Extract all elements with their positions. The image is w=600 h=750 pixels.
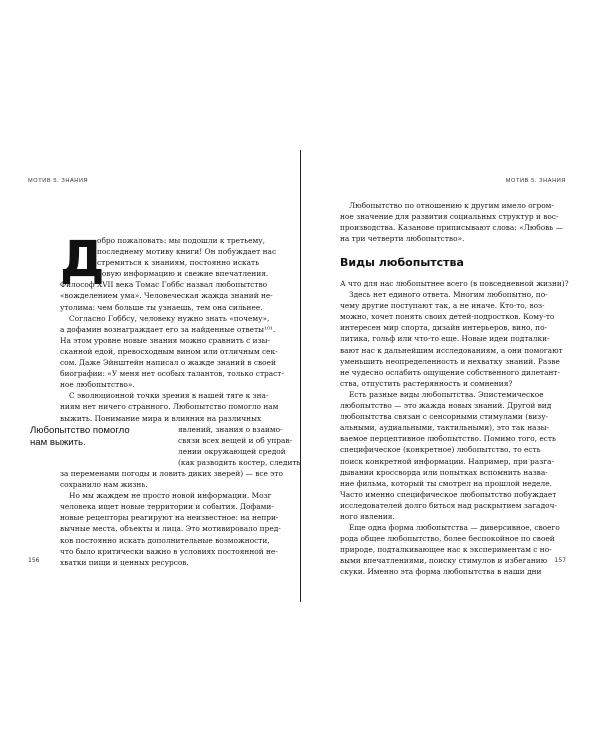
right-page-number: 157 bbox=[554, 557, 566, 564]
text-line: новые рецепторы реагируют на неизвестное: на непри- bbox=[60, 513, 279, 523]
text-line: На этом уровне новые знания можно сравнить с изы- bbox=[60, 335, 270, 345]
right-intro-text bbox=[340, 200, 570, 244]
text-line: выжить. Понимание мира и влияния на различных bbox=[60, 413, 262, 423]
text-line: альными, аудиальными, тактильными), это так назы- bbox=[340, 423, 549, 433]
text-line: обро пожаловать: мы подошли к третьему, bbox=[97, 236, 265, 245]
text-line: за переменами погоды и ловить диких зверей) — все это bbox=[60, 468, 283, 478]
text-line: человека ищет новые территории и события. Дофами- bbox=[60, 502, 274, 512]
text-line: Любопытство по отношению к другим имело огром- bbox=[349, 201, 554, 210]
pull-quote: Любопытство помогло нам выжить. bbox=[30, 425, 130, 448]
text-line: ков постоянно искать дополнительные возможности, bbox=[60, 535, 270, 545]
text-line: явлений, знания о взаимо- bbox=[178, 424, 283, 434]
text-line: ное значение для развития социальных структур и вос- bbox=[340, 212, 559, 222]
text-line: а дофамин вознаграждает его за найденные ответы¹⁰¹. bbox=[60, 324, 276, 334]
text-line: природе, подталкивающее нас к экспериментам с но- bbox=[340, 545, 552, 555]
text-line: ниям нет ничего странного. Любопытство помогло нам bbox=[60, 402, 279, 412]
text-line: лении окружающей средой bbox=[178, 446, 286, 456]
text-line: Часто именно специфическое любопытство побуждает bbox=[340, 489, 557, 499]
text-line: на три четверти любопытство». bbox=[340, 234, 465, 244]
text-line: связи всех вещей и об управ- bbox=[178, 435, 293, 445]
text-line: (как разводить костер, следить bbox=[178, 457, 301, 467]
text-line: ства, отпустить растерянность и сомнения? bbox=[340, 378, 513, 388]
left-running-head: МОТИВ 5. ЗНАНИЯ bbox=[28, 178, 89, 184]
text-line: поиск конкретной информации. Например, при разга- bbox=[340, 456, 555, 466]
text-line: исследователей долго биться над раскрытием загадоч- bbox=[340, 500, 557, 510]
text-line: сом. Даже Эйнштейн написал о жажде знаний в своей bbox=[60, 358, 276, 368]
text-line: уменьшить неопределенность и нехватку знаний. Разве bbox=[340, 356, 560, 366]
drop-cap: Д bbox=[60, 230, 105, 288]
text-line: скуки. Именно эта форма любопытства в наши дни bbox=[340, 567, 542, 577]
text-line: сканной едой, превосходным вином или отличным сек- bbox=[60, 346, 278, 356]
text-line: дывании кроссворда или попытках вспомнить назва- bbox=[340, 467, 548, 477]
text-line: можно, хочет понять своих детей-подростков. Кому-то bbox=[340, 312, 555, 322]
text-line: утолима: чем больше ты узнаешь, тем она сильнее. bbox=[60, 302, 263, 312]
text-line: сохранило нам жизнь. bbox=[60, 480, 148, 490]
right-running-head: МОТИВ 5. ЗНАНИЯ bbox=[505, 178, 566, 184]
text-line: любопытство — это жажда новых знаний. Другой вид bbox=[340, 401, 552, 411]
text-line: ного явления. bbox=[340, 511, 395, 521]
text-line: Но мы жаждем не просто новой информации. Мозг bbox=[69, 491, 272, 501]
text-line: производства. Казанове приписывают слова: «Любовь — bbox=[340, 223, 564, 233]
text-line: биографии: «У меня нет особых талантов, только страст- bbox=[60, 369, 284, 379]
text-line: С эволюционной точки зрения в нашей тяге к зна- bbox=[69, 391, 269, 401]
text-line: специфическое (конкретное) любопытство, то есть bbox=[340, 445, 541, 455]
left-body-text bbox=[60, 230, 301, 568]
text-line: Согласно Гоббсу, человеку нужно знать «почему», bbox=[69, 313, 270, 323]
text-line: что было критически важно в условиях постоянной не- bbox=[60, 546, 278, 556]
text-line: рода общее любопытство, более беспокойное по своей bbox=[340, 534, 555, 544]
text-line: стремиться к знаниям, постоянно искать bbox=[97, 258, 260, 268]
text-line: хватки пищи и ценных ресурсов. bbox=[60, 557, 189, 567]
text-line: не чудесно ослабить ощущение собственного дилетант- bbox=[340, 367, 561, 377]
section-heading: Виды любопытства bbox=[340, 256, 464, 269]
text-line: литика, гольф или что-то еще. Новые идеи подталки- bbox=[340, 334, 550, 344]
text-line: последнему мотиву книги! Он побуждает нас bbox=[97, 247, 277, 257]
left-page-number: 156 bbox=[28, 557, 40, 564]
text-line: ние фильма, который ты смотрел на прошлой неделе. bbox=[340, 478, 552, 488]
text-line: выми впечатлениями, поиску стимулов и избеганию bbox=[340, 556, 548, 566]
text-line: «вожделением ума». Человеческая жажда знаний не- bbox=[60, 291, 273, 301]
text-line: ное любопытство». bbox=[60, 380, 135, 390]
text-line: чему другие поступают так, а не иначе. Кто-то, воз- bbox=[340, 301, 545, 311]
text-line: ваемое перцептивное любопытство. Помимо того, есть bbox=[340, 434, 556, 444]
text-line: новую информацию и свежие впечатления. bbox=[97, 269, 269, 279]
text-line: вают нас к дальнейшим исследованиям, а они помогают bbox=[340, 345, 563, 355]
text-line: Философ XVII века Томас Гоббс назвал любопытство bbox=[60, 280, 268, 290]
text-line: А что для нас любопытнее всего (в повседневной жизни)? bbox=[340, 279, 569, 288]
right-body-text bbox=[340, 278, 570, 578]
text-line: вычные места, объекты и лица. Это мотивировало пред- bbox=[60, 524, 281, 534]
text-line: Здесь нет единого ответа. Многим любопытно, по- bbox=[349, 290, 548, 300]
text-line: Еще одна форма любопытства — диверсивное, своего bbox=[349, 523, 560, 533]
text-line: любопытства связан с сенсорными стимулами (визу- bbox=[340, 412, 549, 422]
text-line: Есть разные виды любопытства. Эпистемическое bbox=[349, 389, 544, 399]
text-line: интересен мир спорта, дизайн интерьеров, вино, по- bbox=[340, 323, 548, 333]
